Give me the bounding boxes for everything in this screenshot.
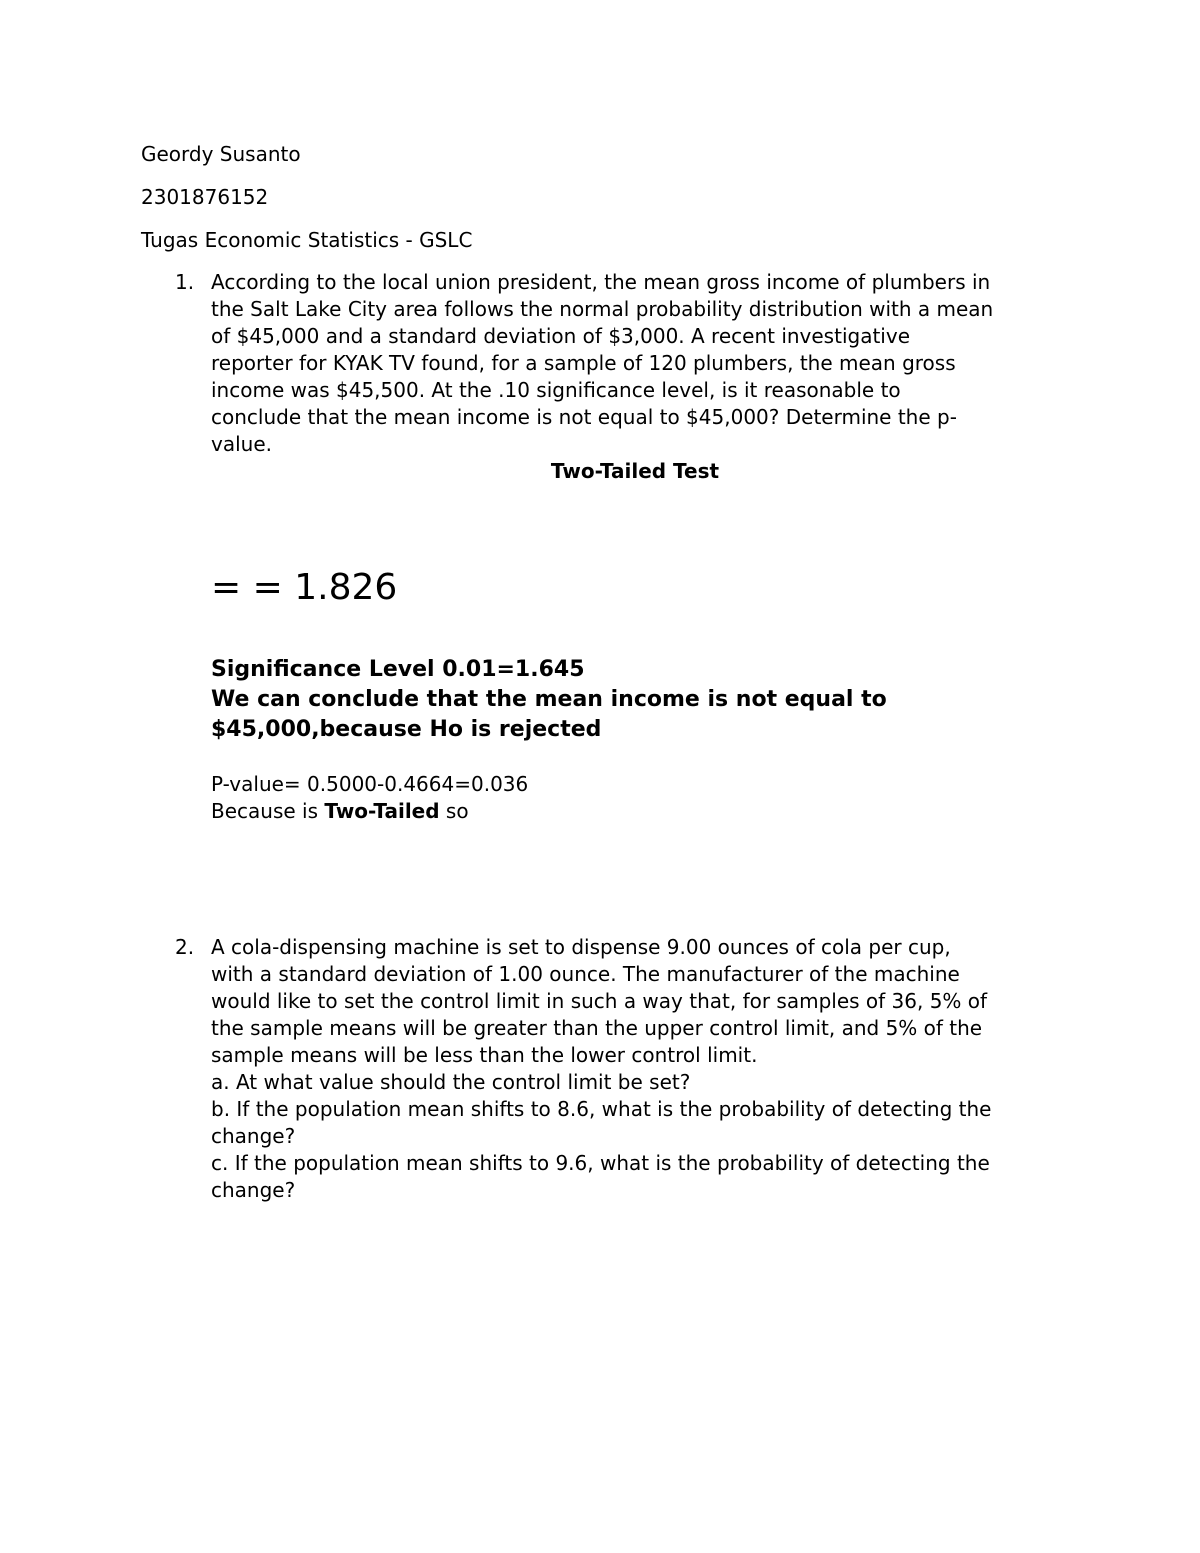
question-2-line: would like to set the control limit in such a way that, for samples of 36, 5% of [211,989,988,1013]
question-1-number: 1. [175,270,195,294]
question-1-line: of $45,000 and a standard deviation of $3,000. A recent investigative [211,324,910,348]
question-2-line: the sample means will be greater than the upper control limit, and 5% of the [211,1016,983,1040]
question-1-line: the Salt Lake City area follows the normal probability distribution with a mean [211,297,994,321]
question-2-text [211,934,1081,1204]
question-2-number: 2. [175,935,195,959]
question-2-line: A cola-dispensing machine is set to dispense 9.00 ounces of cola per cup, [211,935,951,959]
test-type-heading: Two-Tailed Test [550,459,720,483]
question-1-line: conclude that the mean income is not equal to $45,000? Determine the p- [211,405,957,429]
conclusion-emphasis: Ho is rejected [429,717,602,742]
question-2-line: change? [211,1124,296,1148]
question-2-line: c. If the population mean shifts to 9.6, what is the probability of detecting the [211,1151,990,1175]
conclusion-line-2 [211,715,601,745]
question-1-text [211,269,1081,458]
question-2-line: sample means will be less than the lower control limit. [211,1043,758,1067]
question-2-line: with a standard deviation of 1.00 ounce. The manufacturer of the machine [211,962,960,986]
assignment-title: Tugas Economic Statistics - GSLC [141,228,473,252]
question-1-line: value. [211,432,272,456]
conclusion-text: $45,000,because [211,717,430,742]
two-tailed-note [211,798,469,825]
note-suffix: so [439,799,469,823]
question-2-line: a. At what value should the control limit be set? [211,1070,691,1094]
conclusion-line-1: We can conclude that the mean income is not equal to [211,687,887,712]
question-1-line: income was $45,500. At the .10 significance level, is it reasonable to [211,378,901,402]
significance-level: Significance Level 0.01=1.645 [211,657,585,682]
question-1-line: reporter for KYAK TV found, for a sample of 120 plumbers, the mean gross [211,351,956,375]
note-emphasis: Two-Tailed [324,799,440,823]
question-2-line: change? [211,1178,296,1202]
question-1-line: According to the local union president, the mean gross income of plumbers in [211,270,991,294]
author-name: Geordy Susanto [141,142,301,166]
p-value-line: P-value= 0.5000-0.4664=0.036 [211,772,529,796]
note-prefix: Because is [211,799,325,823]
question-2-line: b. If the population mean shifts to 8.6, what is the probability of detecting the [211,1097,992,1121]
student-id: 2301876152 [141,185,269,209]
z-formula-result: = = 1.826 [211,567,398,608]
